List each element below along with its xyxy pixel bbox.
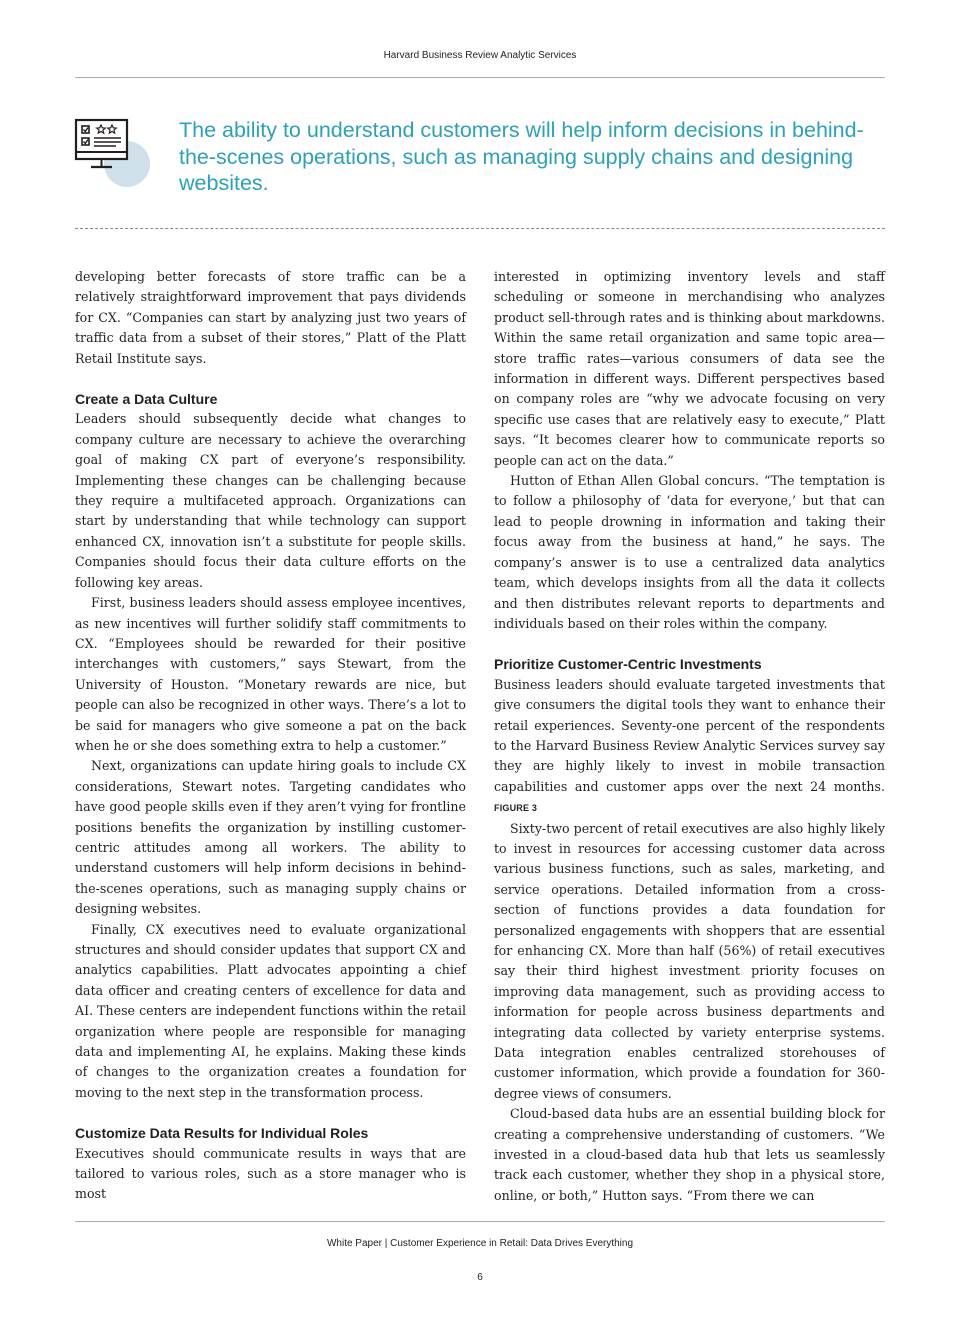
pull-quote: The ability to understand customers will help inform decisions in behind-the-scenes operations, such as managing supply chains and designing websites.	[179, 118, 864, 195]
section-heading-customize-results: Customize Data Results for Individual Roles	[75, 1125, 369, 1142]
paragraph: interested in optimizing inventory levels and staff scheduling or someone in merchandising who analyzes product sell-through rates and is thinking about markdowns. Within the same retail organization and same topic area—store traffic rates—various consumers of data see the information in different ways. Different perspectives based on company roles are “why we advocate focusing on very specific use cases that are relatively easy to execute,” Platt says. “It becomes clearer how to communicate reports so people can act on the data.”	[494, 269, 885, 468]
paragraph: Finally, CX executives need to evaluate organizational structures and should consider updates that support CX and analytics capabilities. Platt advocates appointing a chief data officer and creating centers of excellence for data and AI. These centers are independent functions within the retail organization where people are responsible for managing data and implementing AI, he explains. Making these kinds of changes to the organization creates a foundation for moving to the next step in the transformation process.	[75, 921, 466, 1100]
left-column	[75, 267, 466, 1205]
paragraph: Sixty-two percent of retail executives are also highly likely to invest in resources for accessing customer data across various business functions, such as sales, marketing, and service operations. Detailed information from a cross-section of functions provides a data foundation for personalized engagements with shoppers that are essential for enhancing CX. More than half (56%) of retail executives say their third highest investment priority focuses on improving data management, such as providing access to information for people across business departments and integrating data collected by variety enterprise systems. Data integration enables centralized storehouses of customer information, which provide a foundation for 360-degree views of consumers.	[494, 820, 885, 1101]
running-head: Harvard Business Review Analytic Services	[383, 50, 577, 61]
section-heading-investments: Prioritize Customer-Centric Investments	[494, 656, 762, 673]
paragraph: Hutton of Ethan Allen Global concurs. “The temptation is to follow a philosophy of ‘data for everyone,’ but that can lead to people drowning in information and taking their focus away from the business at hand,” he says. The company’s answer is to use a centralized data analytics team, which develops insights from all the data it collects and then distributes relevant reports to departments and individuals based on their roles within the company.	[494, 473, 885, 631]
paragraph	[494, 675, 885, 819]
paragraph: Cloud-based data hubs are an essential building block for creating a comprehensive understanding of customers. “We invested in a cloud-based data hub that lets us seamlessly track each customer, whether they shop in a physical store, online, or both,” Hutton says. “From there we can	[494, 1106, 885, 1203]
right-column	[494, 267, 885, 1206]
section-heading-data-culture: Create a Data Culture	[75, 391, 218, 408]
footer-title: White Paper | Customer Experience in Retail: Data Drives Everything	[326, 1238, 634, 1249]
paragraph: First, business leaders should assess employee incentives, as new incentives will further solidify staff commitments to CX. “Employees should be rewarded for their positive interchanges with customers,” says Stewart, from the University of Houston. “Monetary rewards are nice, but people can also be recognized in other ways. There’s a lot to be said for managers who give someone a pat on the back when he or she does something extra to help a customer.”	[75, 595, 466, 753]
paragraph: Next, organizations can update hiring goals to include CX considerations, Stewart notes. Targeting candidates who have good people skills even if they aren’t vying for frontline positions benefits the organization by instilling customer-centric attitudes among all workers. The ability to understand customers will help inform decisions in behind-the-scenes operations, such as managing supply chains or designing websites.	[75, 758, 466, 917]
paragraph: Leaders should subsequently decide what changes to company culture are necessary to achieve the overarching goal of making CX part of everyone’s responsibility. Implementing these changes can be challenging because they require a multifaceted approach. Organizations can start by understanding that while technology can support enhanced CX, innovation isn’t a substitute for people skills. Companies should focus their data culture efforts on the following key areas.	[75, 411, 466, 590]
page-number: 6	[477, 1272, 483, 1283]
footer-divider	[75, 1221, 885, 1222]
monitor-with-checklist-and-stars-icon	[74, 117, 156, 197]
paragraph: Executives should communicate results in ways that are tailored to various roles, such as a store manager who is most	[75, 1145, 466, 1202]
header-divider	[75, 77, 885, 78]
paragraph: developing better forecasts of store traffic can be a relatively straightforward improvement that pays dividends for CX. “Companies can start by analyzing just two years of traffic data from a subset of their stores,” Platt of the Platt Retail Institute says.	[75, 269, 466, 366]
figure-reference: FIGURE 3	[494, 803, 538, 814]
callout-divider	[75, 228, 885, 229]
paragraph-text: Business leaders should evaluate targeted investments that give consumers the digital tools they want to enhance their retail experiences. Seventy-one percent of the respondents to the Harvard Business Review Analytic Services survey say they are highly likely to invest in mobile transaction capabilities and customer apps over the next 24 months.	[494, 676, 885, 794]
